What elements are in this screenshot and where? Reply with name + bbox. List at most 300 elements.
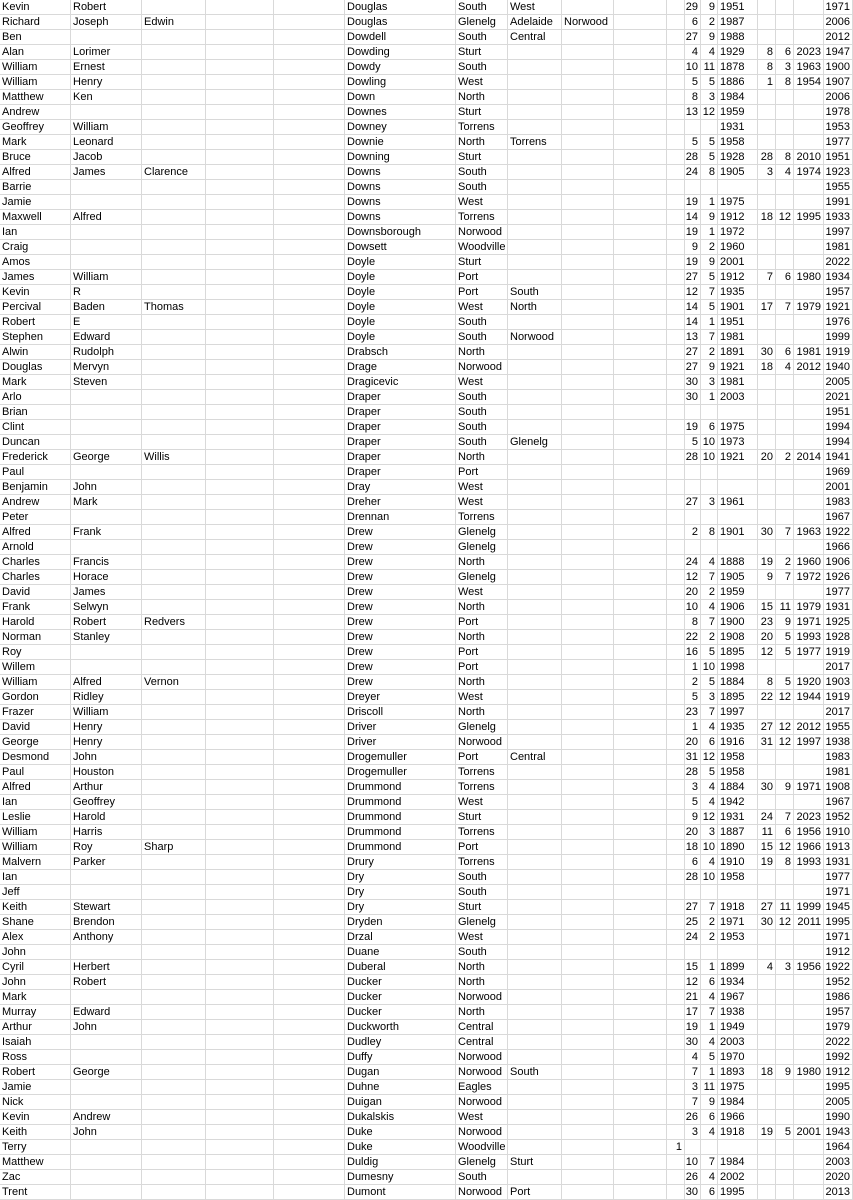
cell-surname[interactable]: Downie [345, 135, 456, 150]
cell-empty[interactable] [206, 930, 274, 945]
cell-area[interactable]: Central [456, 1020, 508, 1035]
cell-death-day[interactable] [758, 255, 776, 270]
cell-empty[interactable] [274, 705, 345, 720]
cell-middle-name-1[interactable]: James [71, 585, 142, 600]
cell-flag[interactable] [667, 180, 685, 195]
cell-surname[interactable]: Drummond [345, 840, 456, 855]
cell-middle-name-1[interactable]: Stewart [71, 900, 142, 915]
cell-middle-name-1[interactable]: Stanley [71, 630, 142, 645]
cell-flag[interactable] [667, 375, 685, 390]
cell-empty[interactable] [274, 795, 345, 810]
cell-middle-name-2[interactable] [142, 480, 206, 495]
cell-surname[interactable]: Dry [345, 900, 456, 915]
cell-day[interactable] [685, 120, 701, 135]
cell-area-3[interactable] [562, 960, 614, 975]
cell-last-year[interactable]: 2021 [824, 390, 853, 405]
cell-empty[interactable] [206, 435, 274, 450]
cell-last-year[interactable]: 1952 [824, 810, 853, 825]
cell-empty[interactable] [614, 630, 667, 645]
cell-death-month[interactable]: 8 [776, 150, 794, 165]
cell-death-year[interactable] [794, 1140, 824, 1155]
cell-given-name[interactable]: Ian [0, 870, 71, 885]
cell-area-3[interactable] [562, 840, 614, 855]
cell-middle-name-1[interactable] [71, 240, 142, 255]
cell-middle-name-2[interactable]: Sharp [142, 840, 206, 855]
cell-day[interactable]: 9 [685, 810, 701, 825]
cell-month[interactable]: 7 [701, 1005, 718, 1020]
cell-area-3[interactable] [562, 825, 614, 840]
cell-empty[interactable] [614, 150, 667, 165]
cell-middle-name-1[interactable]: John [71, 1125, 142, 1140]
cell-empty[interactable] [614, 1170, 667, 1185]
cell-month[interactable]: 9 [701, 360, 718, 375]
cell-death-year[interactable] [794, 945, 824, 960]
cell-surname[interactable]: Doyle [345, 300, 456, 315]
cell-death-month[interactable] [776, 1110, 794, 1125]
cell-given-name[interactable]: Isaiah [0, 1035, 71, 1050]
cell-day[interactable]: 30 [685, 1035, 701, 1050]
cell-area-3[interactable] [562, 75, 614, 90]
cell-area-2[interactable]: Norwood [508, 330, 562, 345]
cell-death-year[interactable]: 1997 [794, 735, 824, 750]
cell-empty[interactable] [274, 135, 345, 150]
cell-death-year[interactable] [794, 1110, 824, 1125]
cell-area[interactable]: North [456, 90, 508, 105]
cell-middle-name-2[interactable] [142, 345, 206, 360]
cell-middle-name-2[interactable] [142, 1035, 206, 1050]
cell-death-year[interactable] [794, 1005, 824, 1020]
cell-year[interactable]: 1910 [718, 855, 758, 870]
cell-death-day[interactable] [758, 750, 776, 765]
cell-day[interactable]: 29 [685, 0, 701, 15]
cell-month[interactable]: 12 [701, 810, 718, 825]
cell-area-3[interactable] [562, 135, 614, 150]
cell-last-year[interactable]: 1900 [824, 60, 853, 75]
cell-middle-name-1[interactable]: Brendon [71, 915, 142, 930]
cell-area-2[interactable] [508, 885, 562, 900]
cell-area[interactable]: Torrens [456, 855, 508, 870]
cell-empty[interactable] [206, 240, 274, 255]
cell-death-day[interactable]: 8 [758, 45, 776, 60]
cell-middle-name-1[interactable]: Lorimer [71, 45, 142, 60]
cell-empty[interactable] [206, 615, 274, 630]
cell-empty[interactable] [614, 915, 667, 930]
cell-empty[interactable] [206, 705, 274, 720]
cell-death-day[interactable]: 15 [758, 840, 776, 855]
cell-month[interactable]: 8 [701, 165, 718, 180]
cell-area-2[interactable]: Port [508, 1185, 562, 1200]
cell-area-2[interactable] [508, 810, 562, 825]
cell-area-2[interactable]: Glenelg [508, 435, 562, 450]
cell-month[interactable]: 1 [701, 390, 718, 405]
cell-empty[interactable] [274, 225, 345, 240]
cell-middle-name-1[interactable]: George [71, 450, 142, 465]
cell-empty[interactable] [614, 105, 667, 120]
cell-empty[interactable] [614, 405, 667, 420]
cell-flag[interactable] [667, 225, 685, 240]
cell-middle-name-1[interactable]: James [71, 165, 142, 180]
cell-month[interactable]: 11 [701, 1080, 718, 1095]
cell-middle-name-1[interactable]: John [71, 750, 142, 765]
cell-empty[interactable] [206, 720, 274, 735]
cell-empty[interactable] [206, 480, 274, 495]
cell-given-name[interactable]: Ian [0, 795, 71, 810]
cell-last-year[interactable]: 1925 [824, 615, 853, 630]
cell-day[interactable] [685, 945, 701, 960]
cell-area-3[interactable] [562, 165, 614, 180]
cell-area-2[interactable] [508, 780, 562, 795]
cell-given-name[interactable]: Mark [0, 375, 71, 390]
cell-last-year[interactable]: 1921 [824, 300, 853, 315]
cell-death-month[interactable] [776, 240, 794, 255]
cell-day[interactable]: 16 [685, 645, 701, 660]
cell-given-name[interactable]: Kevin [0, 285, 71, 300]
cell-area[interactable]: Sturt [456, 900, 508, 915]
cell-last-year[interactable]: 1976 [824, 315, 853, 330]
cell-area-2[interactable] [508, 705, 562, 720]
cell-area-3[interactable] [562, 915, 614, 930]
cell-death-year[interactable] [794, 1095, 824, 1110]
cell-middle-name-2[interactable] [142, 465, 206, 480]
cell-last-year[interactable]: 2006 [824, 90, 853, 105]
cell-empty[interactable] [274, 750, 345, 765]
cell-middle-name-1[interactable]: Henry [71, 75, 142, 90]
cell-death-month[interactable] [776, 1020, 794, 1035]
cell-area-2[interactable]: Adelaide [508, 15, 562, 30]
cell-death-month[interactable]: 6 [776, 270, 794, 285]
cell-middle-name-2[interactable] [142, 960, 206, 975]
cell-death-day[interactable] [758, 1050, 776, 1065]
cell-death-month[interactable] [776, 585, 794, 600]
cell-area-2[interactable] [508, 765, 562, 780]
cell-area-2[interactable] [508, 600, 562, 615]
cell-surname[interactable]: Duke [345, 1125, 456, 1140]
cell-empty[interactable] [614, 510, 667, 525]
cell-area-2[interactable] [508, 840, 562, 855]
cell-day[interactable]: 5 [685, 135, 701, 150]
cell-last-year[interactable]: 1955 [824, 720, 853, 735]
cell-area[interactable]: Norwood [456, 1065, 508, 1080]
cell-middle-name-2[interactable] [142, 585, 206, 600]
cell-empty[interactable] [206, 780, 274, 795]
cell-area-3[interactable] [562, 1125, 614, 1140]
cell-month[interactable]: 2 [701, 585, 718, 600]
cell-death-month[interactable] [776, 330, 794, 345]
cell-death-day[interactable]: 24 [758, 810, 776, 825]
cell-area-3[interactable] [562, 1065, 614, 1080]
cell-last-year[interactable]: 1913 [824, 840, 853, 855]
cell-year[interactable]: 1951 [718, 0, 758, 15]
cell-area[interactable]: South [456, 330, 508, 345]
cell-empty[interactable] [274, 675, 345, 690]
cell-last-year[interactable]: 1934 [824, 270, 853, 285]
cell-day[interactable]: 2 [685, 675, 701, 690]
cell-empty[interactable] [206, 1155, 274, 1170]
cell-empty[interactable] [206, 180, 274, 195]
cell-area[interactable]: Port [456, 285, 508, 300]
cell-death-year[interactable] [794, 705, 824, 720]
cell-flag[interactable] [667, 570, 685, 585]
cell-death-month[interactable]: 9 [776, 780, 794, 795]
cell-empty[interactable] [274, 480, 345, 495]
cell-month[interactable] [701, 1140, 718, 1155]
cell-death-month[interactable] [776, 1155, 794, 1170]
cell-empty[interactable] [206, 75, 274, 90]
cell-given-name[interactable]: Harold [0, 615, 71, 630]
cell-death-month[interactable]: 6 [776, 45, 794, 60]
cell-middle-name-1[interactable] [71, 225, 142, 240]
cell-last-year[interactable]: 1941 [824, 450, 853, 465]
cell-given-name[interactable]: Andrew [0, 105, 71, 120]
cell-area[interactable]: Glenelg [456, 525, 508, 540]
cell-empty[interactable] [614, 555, 667, 570]
cell-surname[interactable]: Drew [345, 660, 456, 675]
cell-death-year[interactable] [794, 885, 824, 900]
cell-empty[interactable] [614, 990, 667, 1005]
cell-middle-name-2[interactable] [142, 600, 206, 615]
cell-last-year[interactable]: 2013 [824, 1185, 853, 1200]
cell-empty[interactable] [614, 615, 667, 630]
cell-middle-name-1[interactable]: William [71, 120, 142, 135]
cell-area[interactable]: West [456, 585, 508, 600]
cell-area-3[interactable] [562, 855, 614, 870]
cell-given-name[interactable]: Arthur [0, 1020, 71, 1035]
cell-death-year[interactable] [794, 135, 824, 150]
cell-empty[interactable] [614, 60, 667, 75]
cell-empty[interactable] [614, 675, 667, 690]
cell-death-month[interactable]: 6 [776, 825, 794, 840]
cell-day[interactable]: 1 [685, 720, 701, 735]
cell-death-year[interactable]: 2010 [794, 150, 824, 165]
cell-area-2[interactable] [508, 210, 562, 225]
cell-flag[interactable] [667, 120, 685, 135]
cell-empty[interactable] [274, 1020, 345, 1035]
cell-middle-name-2[interactable] [142, 540, 206, 555]
cell-area-3[interactable] [562, 630, 614, 645]
cell-area-2[interactable]: South [508, 1065, 562, 1080]
cell-death-month[interactable] [776, 870, 794, 885]
cell-area-2[interactable] [508, 615, 562, 630]
cell-given-name[interactable]: David [0, 585, 71, 600]
cell-area-3[interactable] [562, 870, 614, 885]
cell-middle-name-1[interactable] [71, 645, 142, 660]
cell-death-year[interactable]: 1956 [794, 825, 824, 840]
cell-death-day[interactable] [758, 495, 776, 510]
cell-empty[interactable] [206, 330, 274, 345]
cell-area-2[interactable] [508, 720, 562, 735]
cell-empty[interactable] [274, 570, 345, 585]
cell-month[interactable]: 1 [701, 1065, 718, 1080]
cell-death-day[interactable] [758, 105, 776, 120]
cell-flag[interactable] [667, 1110, 685, 1125]
cell-area[interactable]: South [456, 870, 508, 885]
cell-empty[interactable] [274, 0, 345, 15]
cell-year[interactable]: 2003 [718, 390, 758, 405]
cell-month[interactable] [701, 120, 718, 135]
cell-death-day[interactable] [758, 990, 776, 1005]
cell-area-2[interactable] [508, 1095, 562, 1110]
cell-area-3[interactable] [562, 1020, 614, 1035]
cell-middle-name-1[interactable] [71, 660, 142, 675]
cell-area-3[interactable] [562, 615, 614, 630]
cell-empty[interactable] [614, 1050, 667, 1065]
cell-given-name[interactable]: Peter [0, 510, 71, 525]
cell-area-2[interactable]: Central [508, 30, 562, 45]
cell-given-name[interactable]: Jamie [0, 1080, 71, 1095]
cell-area-3[interactable] [562, 1080, 614, 1095]
cell-death-year[interactable] [794, 870, 824, 885]
cell-death-month[interactable]: 12 [776, 210, 794, 225]
cell-empty[interactable] [206, 345, 274, 360]
cell-middle-name-1[interactable]: Harris [71, 825, 142, 840]
cell-month[interactable]: 8 [701, 525, 718, 540]
cell-death-year[interactable]: 1995 [794, 210, 824, 225]
cell-last-year[interactable]: 1926 [824, 570, 853, 585]
cell-empty[interactable] [206, 540, 274, 555]
cell-death-year[interactable]: 1979 [794, 600, 824, 615]
cell-surname[interactable]: Ducker [345, 990, 456, 1005]
cell-death-year[interactable] [794, 975, 824, 990]
cell-area[interactable]: South [456, 30, 508, 45]
cell-empty[interactable] [614, 135, 667, 150]
cell-area-2[interactable] [508, 1170, 562, 1185]
cell-middle-name-1[interactable] [71, 420, 142, 435]
cell-surname[interactable]: Drew [345, 525, 456, 540]
cell-empty[interactable] [274, 255, 345, 270]
cell-area-3[interactable] [562, 660, 614, 675]
cell-last-year[interactable]: 1922 [824, 525, 853, 540]
cell-day[interactable] [685, 180, 701, 195]
cell-day[interactable]: 20 [685, 585, 701, 600]
cell-last-year[interactable]: 1938 [824, 735, 853, 750]
cell-last-year[interactable]: 1983 [824, 750, 853, 765]
cell-empty[interactable] [274, 990, 345, 1005]
cell-flag[interactable] [667, 795, 685, 810]
cell-given-name[interactable]: Malvern [0, 855, 71, 870]
cell-flag[interactable] [667, 840, 685, 855]
cell-year[interactable] [718, 540, 758, 555]
cell-death-day[interactable] [758, 885, 776, 900]
cell-empty[interactable] [614, 210, 667, 225]
cell-last-year[interactable]: 1940 [824, 360, 853, 375]
cell-area[interactable]: Torrens [456, 765, 508, 780]
cell-death-month[interactable] [776, 765, 794, 780]
cell-flag[interactable] [667, 60, 685, 75]
cell-surname[interactable]: Dryden [345, 915, 456, 930]
cell-death-month[interactable]: 7 [776, 300, 794, 315]
cell-area[interactable]: South [456, 435, 508, 450]
cell-empty[interactable] [614, 465, 667, 480]
cell-empty[interactable] [614, 1095, 667, 1110]
cell-year[interactable]: 1984 [718, 1155, 758, 1170]
cell-death-day[interactable] [758, 930, 776, 945]
cell-flag[interactable] [667, 315, 685, 330]
cell-middle-name-2[interactable] [142, 390, 206, 405]
cell-year[interactable]: 1905 [718, 165, 758, 180]
cell-given-name[interactable]: Murray [0, 1005, 71, 1020]
cell-death-month[interactable]: 7 [776, 525, 794, 540]
cell-death-year[interactable] [794, 1155, 824, 1170]
cell-year[interactable]: 1893 [718, 1065, 758, 1080]
cell-month[interactable]: 2 [701, 630, 718, 645]
cell-empty[interactable] [274, 105, 345, 120]
cell-year[interactable]: 1908 [718, 630, 758, 645]
cell-flag[interactable] [667, 915, 685, 930]
cell-area-2[interactable] [508, 375, 562, 390]
cell-death-month[interactable] [776, 435, 794, 450]
cell-middle-name-2[interactable] [142, 1185, 206, 1200]
cell-empty[interactable] [614, 315, 667, 330]
cell-death-year[interactable] [794, 15, 824, 30]
cell-empty[interactable] [274, 150, 345, 165]
cell-empty[interactable] [206, 195, 274, 210]
cell-day[interactable]: 13 [685, 330, 701, 345]
cell-area-2[interactable] [508, 990, 562, 1005]
cell-month[interactable]: 4 [701, 1035, 718, 1050]
cell-middle-name-1[interactable]: Edward [71, 330, 142, 345]
cell-death-day[interactable] [758, 240, 776, 255]
cell-day[interactable]: 1 [685, 660, 701, 675]
cell-area[interactable]: Eagles [456, 1080, 508, 1095]
cell-last-year[interactable]: 1992 [824, 1050, 853, 1065]
cell-year[interactable]: 1959 [718, 585, 758, 600]
cell-area-3[interactable] [562, 195, 614, 210]
cell-year[interactable]: 1958 [718, 765, 758, 780]
cell-last-year[interactable]: 1997 [824, 225, 853, 240]
cell-empty[interactable] [206, 150, 274, 165]
cell-given-name[interactable]: William [0, 825, 71, 840]
cell-middle-name-1[interactable]: Herbert [71, 960, 142, 975]
cell-middle-name-2[interactable] [142, 645, 206, 660]
cell-death-year[interactable]: 1954 [794, 75, 824, 90]
cell-middle-name-2[interactable]: Thomas [142, 300, 206, 315]
cell-death-year[interactable] [794, 330, 824, 345]
cell-middle-name-2[interactable] [142, 825, 206, 840]
cell-last-year[interactable]: 1922 [824, 960, 853, 975]
cell-area-2[interactable]: Sturt [508, 1155, 562, 1170]
cell-death-year[interactable] [794, 195, 824, 210]
cell-empty[interactable] [206, 645, 274, 660]
cell-area-2[interactable] [508, 60, 562, 75]
cell-middle-name-2[interactable] [142, 360, 206, 375]
cell-year[interactable]: 1921 [718, 450, 758, 465]
cell-empty[interactable] [614, 15, 667, 30]
cell-middle-name-1[interactable]: Mervyn [71, 360, 142, 375]
cell-death-month[interactable]: 11 [776, 900, 794, 915]
cell-last-year[interactable]: 1931 [824, 600, 853, 615]
cell-empty[interactable] [206, 1140, 274, 1155]
cell-death-month[interactable]: 12 [776, 720, 794, 735]
cell-death-day[interactable] [758, 1005, 776, 1020]
cell-day[interactable]: 12 [685, 570, 701, 585]
cell-flag[interactable] [667, 300, 685, 315]
cell-death-month[interactable] [776, 105, 794, 120]
cell-day[interactable]: 19 [685, 195, 701, 210]
cell-death-day[interactable] [758, 315, 776, 330]
cell-day[interactable]: 28 [685, 150, 701, 165]
cell-middle-name-1[interactable]: Alfred [71, 675, 142, 690]
cell-given-name[interactable]: Paul [0, 465, 71, 480]
cell-surname[interactable]: Duigan [345, 1095, 456, 1110]
cell-day[interactable] [685, 885, 701, 900]
cell-death-month[interactable]: 4 [776, 360, 794, 375]
cell-empty[interactable] [614, 1020, 667, 1035]
cell-day[interactable]: 3 [685, 1080, 701, 1095]
cell-area-2[interactable] [508, 630, 562, 645]
cell-death-day[interactable] [758, 705, 776, 720]
cell-year[interactable]: 1942 [718, 795, 758, 810]
cell-empty[interactable] [614, 585, 667, 600]
